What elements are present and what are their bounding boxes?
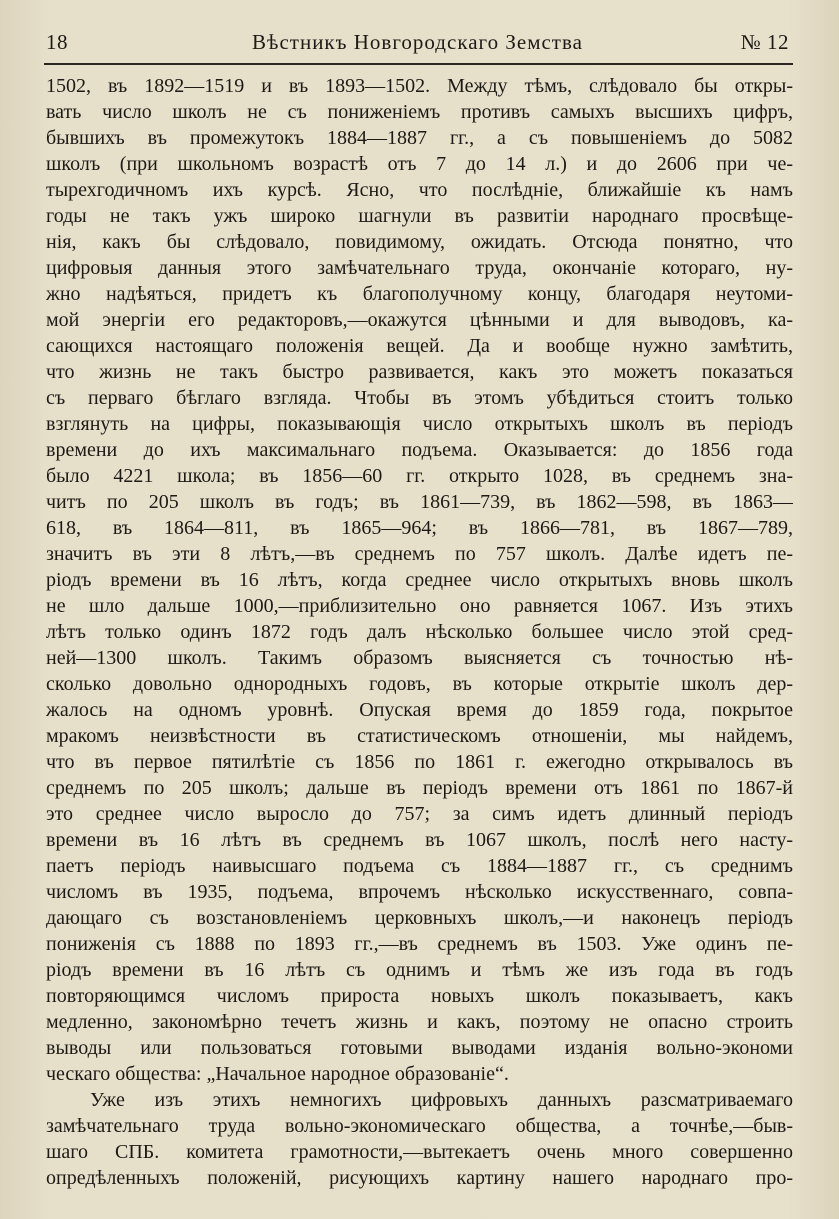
- text-line-paragraph-start: Уже изъ этихъ немногихъ цифровыхъ данныхъ разсматриваемаго: [90, 1089, 793, 1111]
- text-line: ріодъ времени въ 16 лѣтъ, когда среднее число открытыхъ вновь школъ: [46, 569, 793, 591]
- header-rule: [44, 63, 793, 65]
- text-line: выводы или пользоваться готовыми выводами изданія вольно-экономи: [46, 1037, 793, 1059]
- text-line: годы не такъ ужъ широко шагнули въ развитіи народнаго просвѣще-: [46, 205, 793, 227]
- text-line: пониженія съ 1888 по 1893 гг.,—въ среднемъ въ 1503. Уже одинъ пе-: [46, 933, 793, 955]
- issue-number: № 12: [740, 30, 789, 54]
- text-line: ней—1300 школъ. Такимъ образомъ выясняется съ точностью нѣ-: [46, 647, 793, 669]
- text-line: тырехгодичномъ ихъ курсѣ. Ясно, что послѣдніе, ближайшіе къ намъ: [46, 179, 793, 201]
- text-line: ріодъ времени въ 16 лѣтъ съ однимъ и тѣмъ же изъ года въ годъ: [46, 959, 793, 981]
- text-line: сколько довольно однородныхъ годовъ, въ которые открытіе школъ дер-: [46, 673, 793, 695]
- text-line: среднемъ по 205 школъ; дальше въ періодъ времени отъ 1861 по 1867-й: [46, 777, 793, 799]
- text-line: значитъ въ эти 8 лѣтъ,—въ среднемъ по 757 школъ. Далѣе идетъ пе-: [46, 543, 793, 565]
- text-line: мой энергіи его редакторовъ,—окажутся цѣнными и для выводовъ, ка-: [46, 309, 793, 331]
- text-line: времени до ихъ максимальнаго подъема. Оказывается: до 1856 года: [46, 439, 793, 461]
- text-line: нія, какъ бы слѣдовало, повидимому, ожидать. Отсюда понятно, что: [46, 231, 793, 253]
- text-line: мракомъ неизвѣстности въ статистическомъ отношеніи, мы найдемъ,: [46, 725, 793, 747]
- page-number: 18: [46, 30, 68, 54]
- text-line: что жизнь не такъ быстро развивается, какъ это можетъ показаться: [46, 361, 793, 383]
- page-header: [46, 30, 789, 60]
- text-line: числомъ въ 1935, подъема, впрочемъ нѣсколько искусственнаго, совпа-: [46, 881, 793, 903]
- text-line: 618, въ 1864—811, въ 1865—964; въ 1866—781, въ 1867—789,: [46, 517, 793, 539]
- text-line: паетъ періодъ наивысшаго подъема съ 1884—1887 гг., съ среднимъ: [46, 855, 793, 877]
- text-line: бывшихъ въ промежутокъ 1884—1887 гг., а съ повышеніемъ до 5082: [46, 127, 793, 149]
- body-text: [46, 73, 793, 1191]
- text-line: опредѣленныхъ положеній, рисующихъ картину нашего народнаго про-: [46, 1167, 793, 1189]
- text-line: сающихся настоящаго положенія вещей. Да и вообще нужно замѣтить,: [46, 335, 793, 357]
- text-line: медленно, закономѣрно течетъ жизнь и какъ, поэтому не опасно строить: [46, 1011, 793, 1033]
- text-line: времени въ 16 лѣтъ въ среднемъ въ 1067 школъ, послѣ него насту-: [46, 829, 793, 851]
- text-line: это среднее число выросло до 757; за симъ идетъ длинный періодъ: [46, 803, 793, 825]
- text-line: повторяющимся числомъ прироста новыхъ школъ показываетъ, какъ: [46, 985, 793, 1007]
- text-line: что въ первое пятилѣтіе съ 1856 по 1861 г. ежегодно открывалось въ: [46, 751, 793, 773]
- text-line: лѣтъ только одинъ 1872 годъ далъ нѣсколько большее число этой сред-: [46, 621, 793, 643]
- text-line-paragraph-end: ческаго общества: „Начальное народное образованіе“.: [46, 1063, 509, 1085]
- text-line: съ перваго бѣглаго взгляда. Чтобы въ этомъ убѣдиться стоитъ только: [46, 387, 793, 409]
- text-line: читъ по 205 школъ въ годъ; въ 1861—739, въ 1862—598, въ 1863—: [46, 491, 793, 513]
- text-line: вать число школъ не съ пониженіемъ противъ самыхъ высшихъ цифръ,: [46, 101, 793, 123]
- text-line: шаго СПБ. комитета грамотности,—вытекаетъ очень много совершенно: [46, 1141, 793, 1163]
- text-line: замѣчательнаго труда вольно-экономическаго общества, а точнѣе,—быв-: [46, 1115, 793, 1137]
- text-line: было 4221 школа; въ 1856—60 гг. открыто 1028, въ среднемъ зна-: [46, 465, 793, 487]
- text-line: жно надѣяться, придетъ къ благополучному концу, благодаря неутоми-: [46, 283, 793, 305]
- text-line: цифровыя данныя этого замѣчательнаго труда, окончаніе котораго, ну-: [46, 257, 793, 279]
- text-line: жалось на одномъ уровнѣ. Опуская время до 1859 года, покрытое: [46, 699, 793, 721]
- text-line: дающаго съ возстановленіемъ церковныхъ школъ,—и наконецъ періодъ: [46, 907, 793, 929]
- journal-title: Вѣстникъ Новгородскаго Земства: [252, 30, 583, 54]
- text-line: школъ (при школьномъ возрастѣ отъ 7 до 14 л.) и до 2606 при че-: [46, 153, 793, 175]
- text-line: взглянуть на цифры, показывающія число открытыхъ школъ въ періодъ: [46, 413, 793, 435]
- text-line: 1502, въ 1892—1519 и въ 1893—1502. Между тѣмъ, слѣдовало бы откры-: [46, 75, 793, 97]
- text-line: не шло дальше 1000,—приблизительно оно равняется 1067. Изъ этихъ: [46, 595, 793, 617]
